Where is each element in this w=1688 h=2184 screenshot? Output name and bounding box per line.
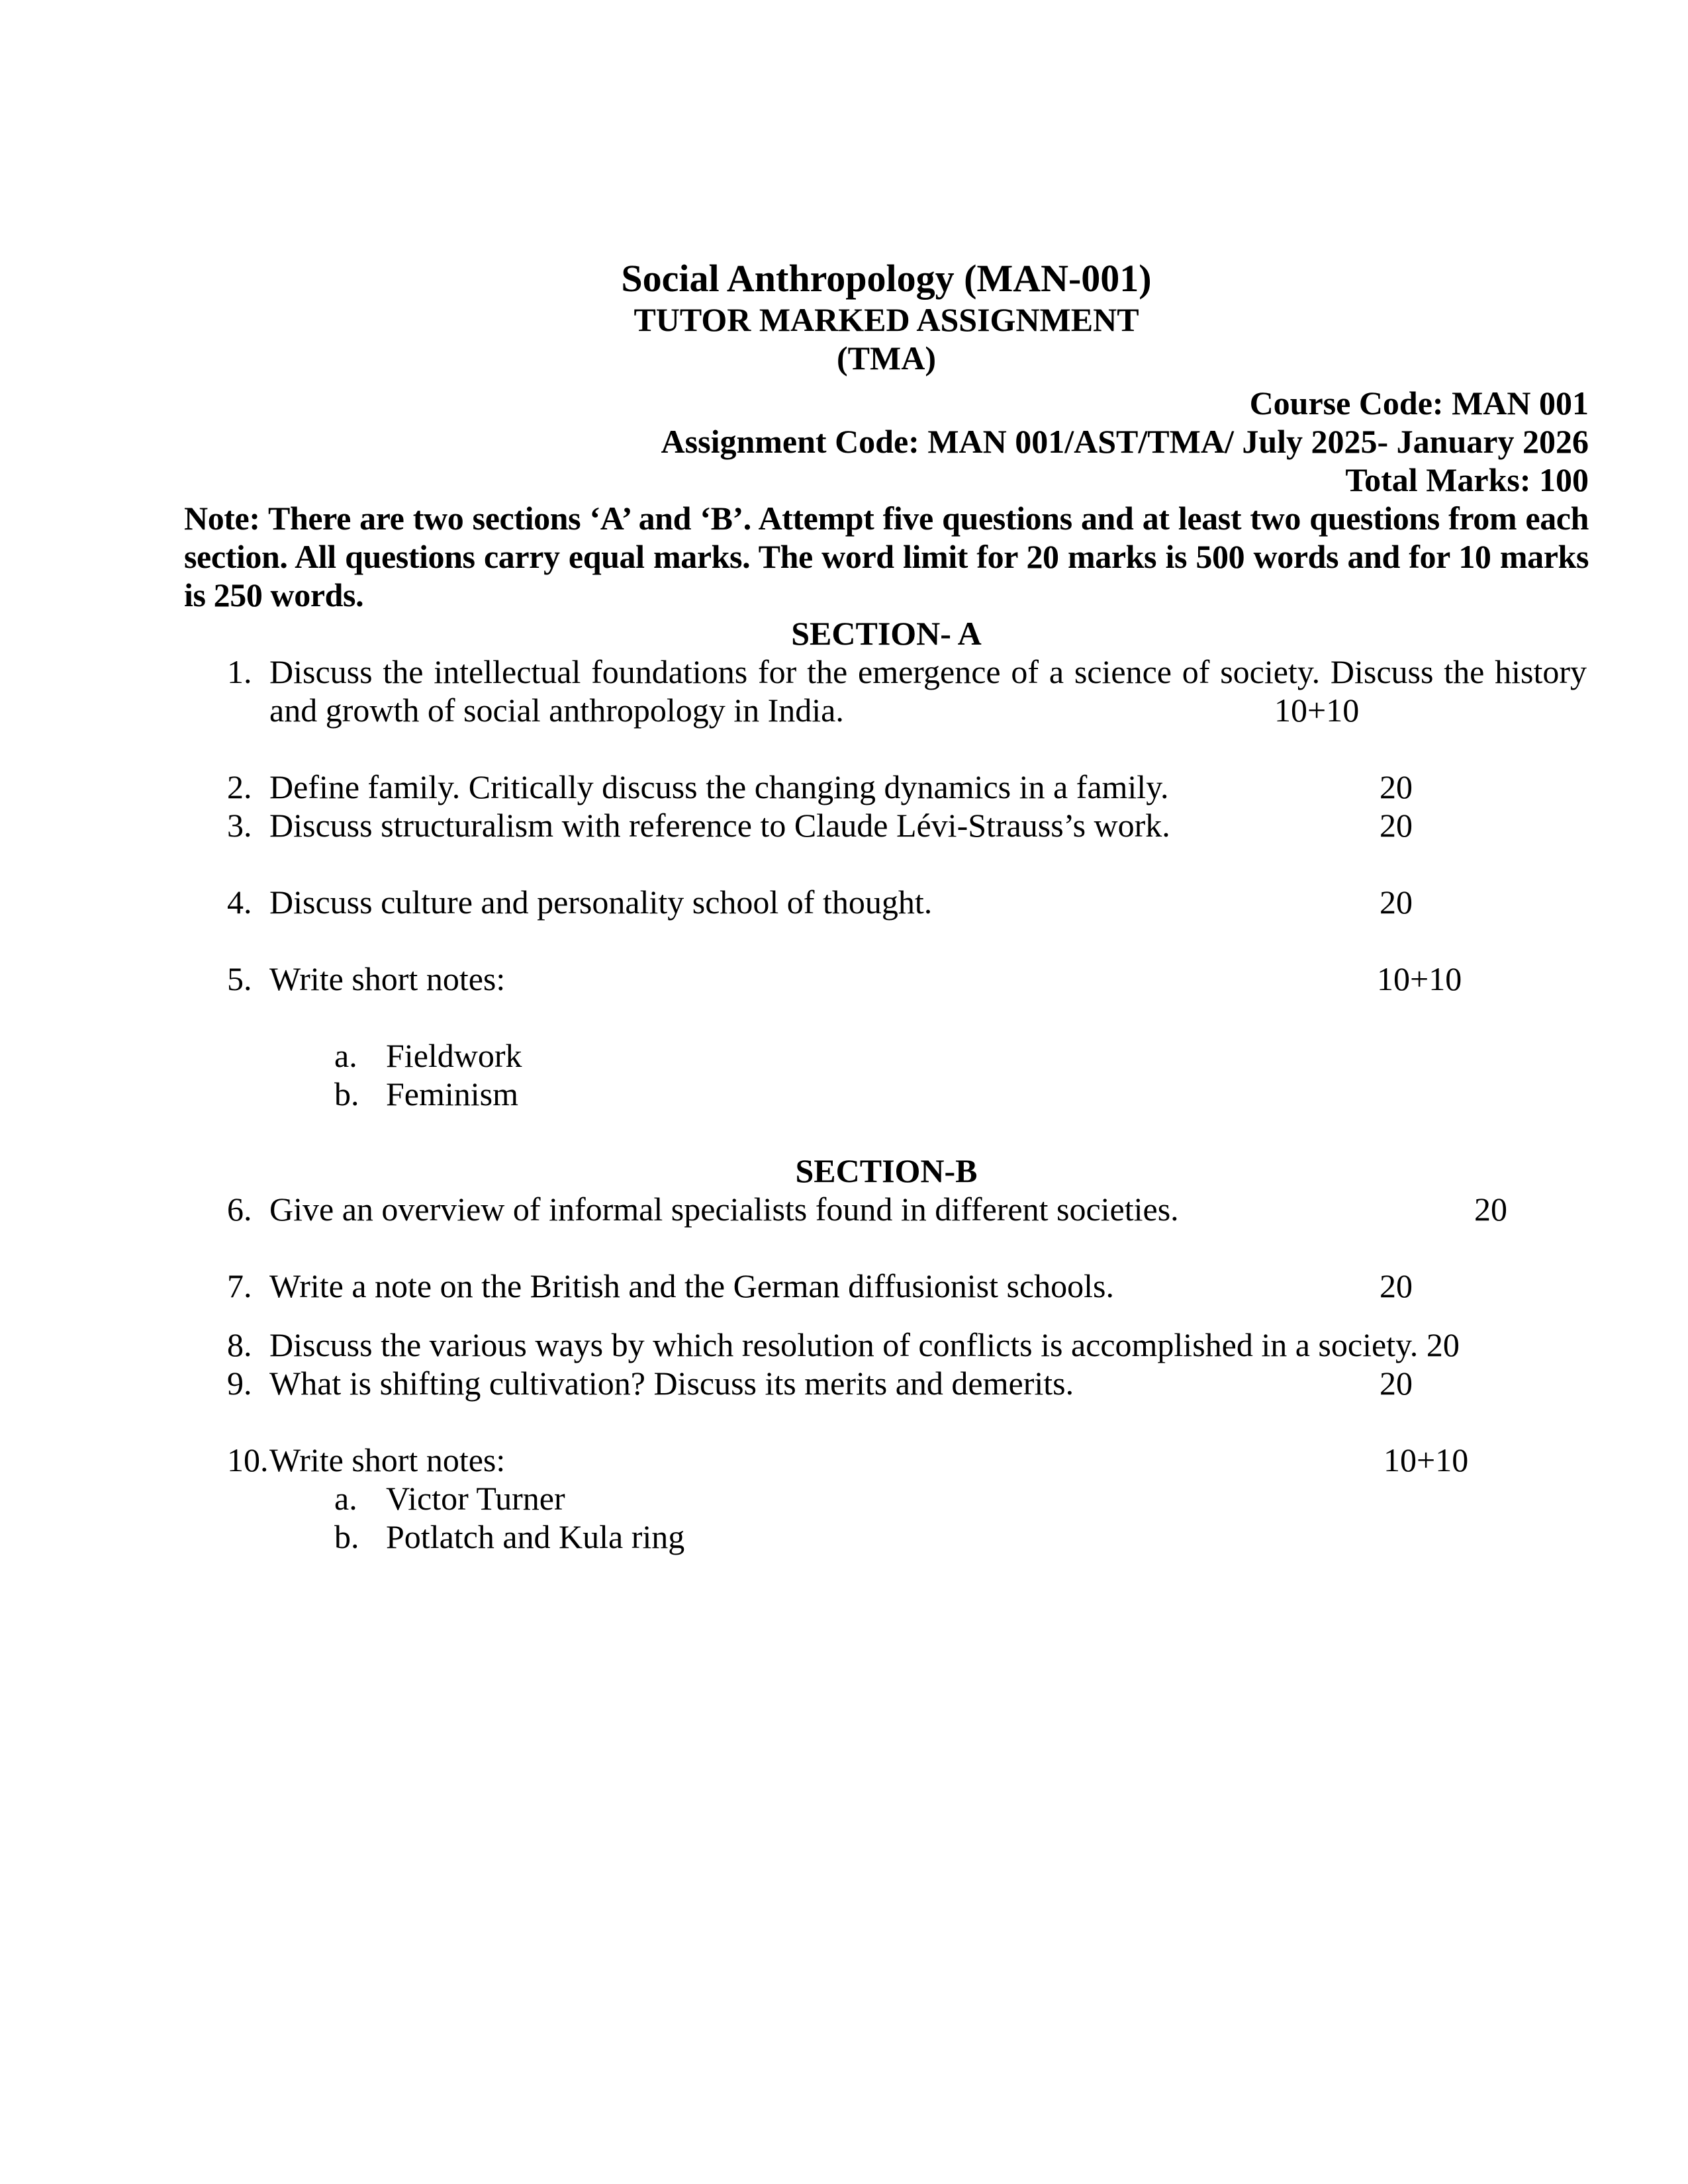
question-text: Write short notes: — [269, 960, 506, 997]
question-number: 9. — [227, 1365, 252, 1402]
question-number: 7. — [227, 1267, 252, 1304]
question-text: Discuss the intellectual foundations for the emergence of a science of society. Discuss the history and growth of social anthropology in India. — [269, 653, 1587, 729]
question-text: Give an overview of informal specialists found in different societies. — [269, 1191, 1179, 1228]
question-marks: 20 — [1380, 884, 1413, 921]
question-text: Discuss structuralism with reference to Claude Lévi-Strauss’s work. — [269, 807, 1170, 844]
instructions-note: Note: There are two sections ‘A’ and ‘B’. Attempt five questions and at least two questions from each section. All questions carry equal marks. The word limit for 20 marks is 500 words and for 10 marks is 250 words. — [184, 500, 1589, 614]
question-number: 2. — [227, 768, 252, 805]
question-number: 10. — [227, 1441, 269, 1479]
question-text: Discuss the various ways by which resolution of conflicts is accomplished in a society. — [269, 1326, 1419, 1363]
sub-item-text: Victor Turner — [386, 1480, 565, 1517]
question-9 — [184, 1364, 1589, 1402]
question-3 — [184, 806, 1589, 844]
sub-item-label: a. — [334, 1480, 357, 1517]
question-1 — [184, 653, 1589, 729]
total-marks: Total Marks: 100 — [1345, 461, 1589, 498]
question-text: Discuss culture and personality school of thought. — [269, 884, 933, 921]
question-number: 5. — [227, 960, 252, 997]
title-block — [184, 257, 1589, 377]
question-5 — [184, 960, 1589, 998]
question-marks: 20 — [1426, 1326, 1460, 1363]
question-10-sub-b — [184, 1518, 1589, 1556]
question-10 — [184, 1441, 1589, 1479]
question-number: 6. — [227, 1191, 252, 1228]
question-number: 1. — [227, 653, 252, 690]
question-4 — [184, 883, 1589, 921]
question-2 — [184, 768, 1589, 806]
question-text: What is shifting cultivation? Discuss its merits and demerits. — [269, 1365, 1074, 1402]
question-number: 4. — [227, 884, 252, 921]
page-title: Social Anthropology (MAN-001) — [621, 257, 1152, 300]
question-marks: 20 — [1474, 1191, 1507, 1228]
question-marks: 20 — [1380, 1365, 1413, 1402]
question-5-sub-a — [184, 1036, 1589, 1075]
section-b-heading: SECTION-B — [795, 1152, 978, 1189]
question-marks: 20 — [1380, 807, 1413, 844]
sub-item-label: b. — [334, 1075, 359, 1113]
assignment-type-abbrev: (TMA) — [837, 340, 936, 377]
sub-item-text: Feminism — [386, 1075, 519, 1113]
sub-item-label: a. — [334, 1037, 357, 1074]
question-number: 8. — [227, 1326, 252, 1363]
section-a-heading: SECTION- A — [791, 615, 982, 652]
question-7 — [184, 1267, 1589, 1305]
question-marks: 10+10 — [1274, 692, 1360, 729]
course-code: Course Code: MAN 001 — [1249, 385, 1589, 422]
question-marks: 20 — [1380, 768, 1413, 805]
code-block — [184, 384, 1589, 499]
question-8 — [184, 1326, 1589, 1364]
question-text: Define family. Critically discuss the changing dynamics in a family. — [269, 768, 1169, 805]
question-text: Write a note on the British and the German diffusionist schools. — [269, 1267, 1115, 1304]
question-marks: 10+10 — [1377, 960, 1462, 997]
question-marks: 20 — [1380, 1267, 1413, 1304]
question-5-sub-b — [184, 1075, 1589, 1113]
question-marks: 10+10 — [1383, 1441, 1469, 1479]
question-text: Write short notes: — [269, 1441, 506, 1479]
sub-item-label: b. — [334, 1518, 359, 1555]
question-number: 3. — [227, 807, 252, 844]
question-6 — [184, 1190, 1589, 1228]
sub-item-text: Potlatch and Kula ring — [386, 1518, 685, 1555]
sub-item-text: Fieldwork — [386, 1037, 522, 1074]
assignment-type-heading: TUTOR MARKED ASSIGNMENT — [633, 301, 1139, 338]
question-text-wrap — [269, 1326, 1460, 1364]
question-10-sub-a — [184, 1479, 1589, 1518]
assignment-code: Assignment Code: MAN 001/AST/TMA/ July 2025- January 2026 — [661, 423, 1589, 460]
